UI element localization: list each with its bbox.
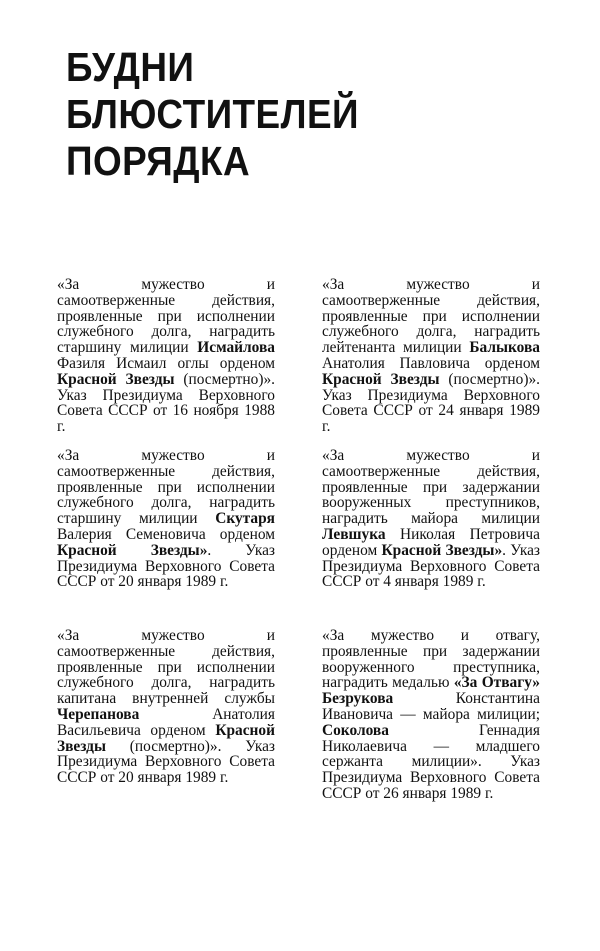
decree-text: . Указ Президиума Верховного Совета СССР от 20 января 1989 г.	[57, 541, 275, 591]
award-name: «За Отвагу»	[453, 674, 540, 692]
decree-text: «За мужество и самоотверженные действия, проявленные при исполнении служебного долга, наградить лейтенанта милиции	[322, 276, 540, 357]
recipient-name: Безрукова	[322, 690, 394, 708]
decree-text: «За мужество и самоотверженные действия, проявленные при исполнении служебного долга, наградить старшину милиции	[57, 276, 275, 357]
decree-text: «За мужество и самоотверженные действия, проявленные при исполнении служебного долга, наградить старшину милиции	[57, 447, 275, 528]
decree-text: Анатолия Павловича орденом	[322, 354, 540, 372]
decree-text: (посмертно)». Указ Президиума Верховного Совета СССР от 20 января 1989 г.	[57, 737, 275, 787]
decree-text: (посмертно)». Указ Президиума Верховного Совета СССР от 16 ноября 1988 г.	[57, 370, 275, 436]
decree-text: «За мужество и отвагу, проявленные при задержании вооруженного преступника, наградить медалью	[322, 627, 540, 692]
award-decree-ismailov	[57, 277, 275, 435]
decree-text: Фазиля Исмаил оглы орденом	[57, 354, 275, 372]
decree-text: Анатолия Васильевича орденом	[57, 705, 275, 739]
page-title	[66, 44, 359, 185]
award-decree-bezrukov-sokolov	[322, 628, 540, 802]
award-decree-balykov	[322, 277, 540, 435]
decree-text: (посмертно)». Указ Президиума Верховного Совета СССР от 24 января 1989 г.	[322, 370, 540, 436]
decree-text: Николая Петровича орденом	[322, 525, 540, 559]
recipient-name: Исмайлова	[197, 339, 275, 357]
recipient-name: Балыкова	[469, 339, 540, 357]
award-name: Красной Звезды	[57, 721, 275, 755]
recipient-name: Черепанова	[57, 705, 140, 723]
title-line-2: БЛЮСТИТЕЛЕЙ	[66, 91, 359, 137]
title-line-1: БУДНИ	[66, 44, 195, 90]
award-decree-levshuk	[322, 448, 540, 590]
recipient-name: Левшука	[322, 525, 386, 543]
title-line-3: ПОРЯДКА	[66, 138, 251, 184]
decree-text: Геннадия Николаевича — младшего сержанта милиции». Указ Президиума Верховного Совета СССР от 26 января 1989 г.	[322, 721, 540, 802]
decree-text: «За мужество и самоотверженные действия, проявленные при задержании вооруженных преступников, наградить майора милиции	[322, 447, 540, 528]
decree-text: «За мужество и самоотверженные действия, проявленные при исполнении служебного долга, наградить капитана внутренней службы	[57, 627, 275, 708]
award-name: Красной Звезды	[322, 370, 440, 388]
decree-text: Константина Ивановича — майора милиции;	[322, 690, 540, 723]
award-name: Красной Звезды	[57, 370, 175, 388]
decree-text: Валерия Семеновича орденом	[57, 525, 275, 543]
award-name: Красной Звезды»	[381, 541, 503, 559]
decree-text: . Указ Президиума Верховного Совета СССР от 4 января 1989 г.	[322, 541, 540, 591]
award-name: Красной Звезды»	[57, 541, 208, 559]
recipient-name: Соколова	[322, 721, 389, 739]
recipient-name: Скутаря	[215, 510, 275, 528]
award-decree-skutar	[57, 448, 275, 590]
award-decree-cherepanov	[57, 628, 275, 786]
